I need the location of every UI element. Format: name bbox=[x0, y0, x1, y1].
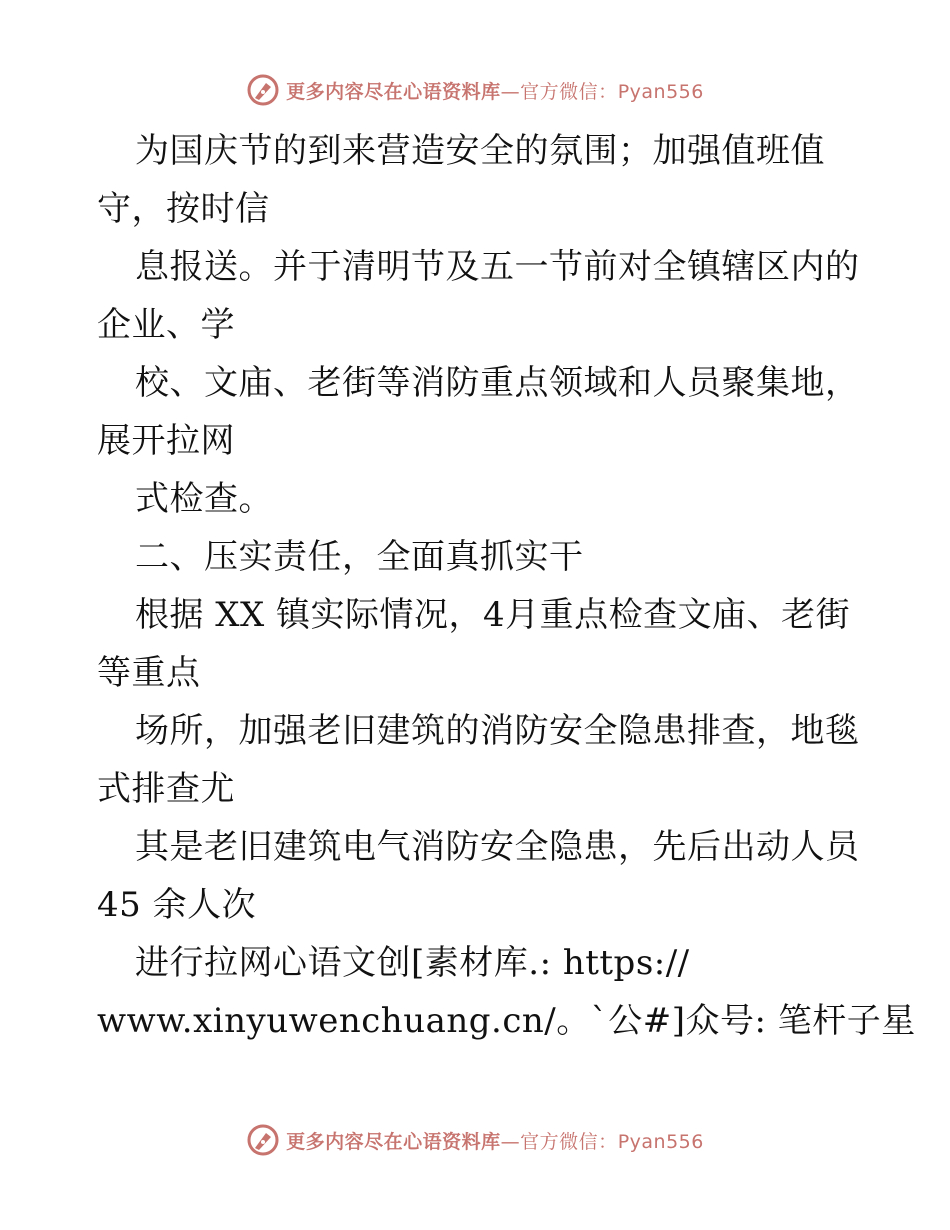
text-line: 进行拉网心语文创[素材库.: https:// bbox=[135, 943, 690, 983]
text-line: 45 余人次 bbox=[97, 885, 257, 925]
text-line: 场所，加强老旧建筑的消防安全隐患排查，地毯 bbox=[135, 711, 860, 751]
text-line: 校、文庙、老街等消防重点领域和人员聚集地， bbox=[135, 363, 860, 403]
footer-banner bbox=[0, 1120, 950, 1160]
banner-separator: — bbox=[500, 1130, 521, 1153]
banner-wechat-id: Pyan556 bbox=[617, 1130, 704, 1153]
text-line: 式检查。 bbox=[135, 479, 273, 519]
pen-nib-logo-icon bbox=[246, 73, 280, 107]
banner-wechat-label: 官方微信： bbox=[520, 80, 618, 103]
banner-main-text: 更多内容尽在心语资料库 bbox=[286, 80, 501, 103]
text-line: 等重点 bbox=[97, 653, 201, 693]
banner-wechat-label: 官方微信： bbox=[520, 1130, 618, 1153]
text-line: 展开拉网 bbox=[97, 421, 235, 461]
text-line: 根据 XX 镇实际情况，4月重点检查文庙、老街 bbox=[135, 595, 851, 635]
section-heading: 二、压实责任，全面真抓实干 bbox=[135, 537, 584, 577]
text-line: 守，按时信 bbox=[97, 189, 270, 229]
banner-separator: — bbox=[500, 80, 521, 103]
text-line: 为国庆节的到来营造安全的氛围；加强值班值 bbox=[135, 131, 825, 171]
banner-text bbox=[286, 1127, 704, 1154]
pen-nib-logo-icon bbox=[246, 1123, 280, 1157]
text-line: 其是老旧建筑电气消防安全隐患，先后出动人员 bbox=[135, 827, 860, 867]
text-line: www.xinyuwenchuang.cn/。`公#]众号: 笔杆子星 bbox=[97, 1001, 916, 1041]
text-line: 企业、学 bbox=[97, 305, 235, 345]
header-banner bbox=[0, 70, 950, 110]
text-line: 息报送。并于清明节及五一节前对全镇辖区内的 bbox=[135, 247, 860, 287]
document-body bbox=[97, 122, 916, 1050]
banner-wechat-id: Pyan556 bbox=[617, 80, 704, 103]
text-line: 式排查尤 bbox=[97, 769, 235, 809]
banner-text bbox=[286, 77, 704, 104]
banner-main-text: 更多内容尽在心语资料库 bbox=[286, 1130, 501, 1153]
